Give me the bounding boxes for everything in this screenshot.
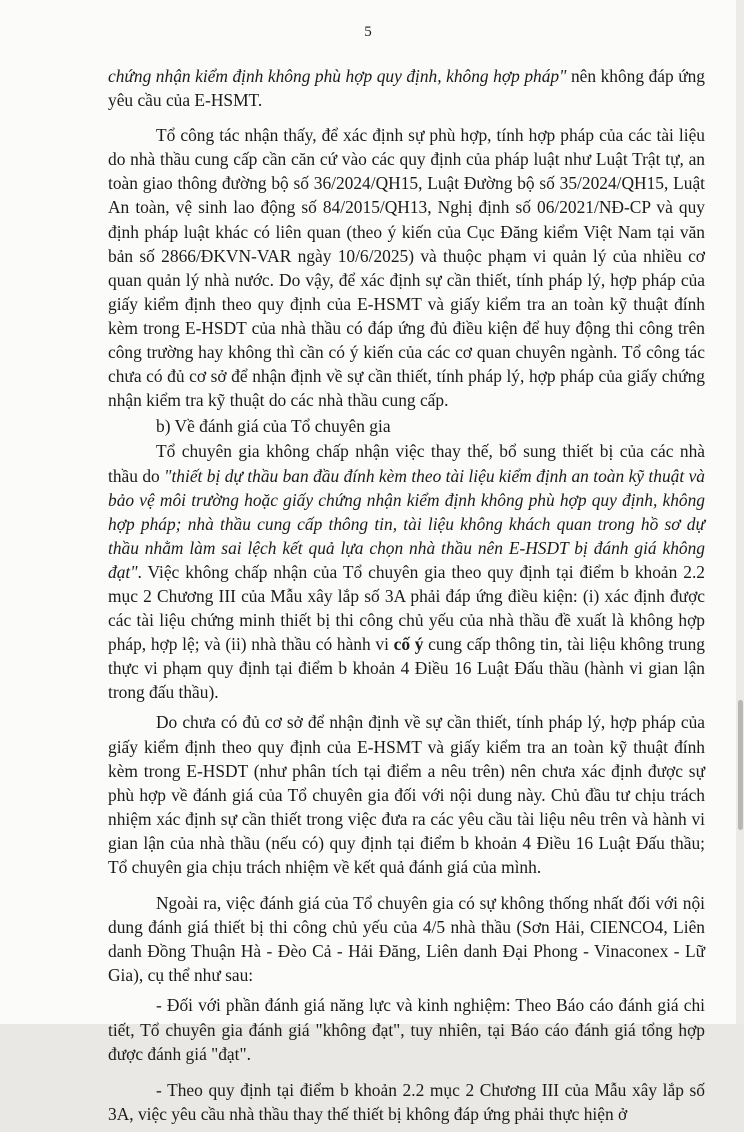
assessment-text-3: cung cấp thông tin, tài liệu không trung thực vi phạm quy định tại điểm b khoản 4 Điều 16 Luật Đấu thầu (hành vi gian lận trong đấu thầu).: [108, 634, 705, 703]
document-body: [108, 64, 705, 1132]
paragraph-insufficient-basis: Do chưa có đủ cơ sở để nhận định về sự cần thiết, tính pháp lý, hợp pháp của giấy kiểm định theo quy định của E-HSMT và giấy kiểm tra an toàn kỹ thuật đính kèm trong E-HSDT (như phân tích tại điểm a nêu trên) nên chưa xác định được sự phù hợp về đánh giá của Tổ chuyên gia đối với nội dung này. Chủ đầu tư chịu trách nhiệm xác định sự cần thiết trong việc đưa ra các yêu cầu tài liệu nêu trên và hành vi gian lận của nhà thầu (nếu có) quy định tại điểm b khoản 4 Điều 16 Luật Đấu thầu; Tổ chuyên gia chịu trách nhiệm về kết quả đánh giá của mình.: [108, 712, 705, 877]
bullet-capability-assessment: - Đối với phần đánh giá năng lực và kinh nghiệm: Theo Báo cáo đánh giá chi tiết, Tổ chuyên gia đánh giá "không đạt", tuy nhiên, tại Báo cáo đánh giá tổng hợp được đánh giá "đạt".: [108, 995, 705, 1064]
italic-quote-end: chứng nhận kiểm định không phù hợp quy định, không hợp pháp": [108, 66, 567, 86]
paragraph-inconsistency: Ngoài ra, việc đánh giá của Tổ chuyên gia có sự không thống nhất đối với nội dung đánh giá thiết bị thi công chủ yếu của 4/5 nhà thầu (Sơn Hải, CIENCO4, Liên danh Đồng Thuận Hà - Đèo Cả - Hải Đăng, Liên danh Đại Phong - Vinaconex - Lữ Gia), cụ thể như sau:: [108, 893, 705, 986]
paragraph-continuation: [108, 64, 705, 112]
scrollbar-thumb[interactable]: [738, 700, 743, 830]
scrollbar-track[interactable]: [736, 0, 744, 1024]
assessment-text-2: . Việc không chấp nhận của Tổ chuyên gia theo quy định tại điểm b khoản 2.2 mục 2 Chương III của Mẫu xây lắp số 3A phải đáp ứng điều kiện: (i) xác định được các tài liệu chứng minh thiết bị thi công chủ yếu của nhà thầu đề xuất là không hợp pháp, hợp lệ; và (ii) nhà thầu có hành vi: [108, 561, 705, 655]
page-number: 5: [364, 24, 372, 40]
bullet-replacement-requirement: - Theo quy định tại điểm b khoản 2.2 mục 2 Chương III của Mẫu xây lắp số 3A, việc yêu cầu nhà thầu thay thế thiết bị không đáp ứng phải thực hiện ở: [108, 1079, 705, 1124]
paragraph-expert-group-assessment: [108, 439, 705, 704]
paragraph-working-group-finding: Tổ công tác nhận thấy, để xác định sự phù hợp, tính hợp pháp của các tài liệu do nhà thầu cung cấp cần căn cứ vào các quy định của pháp luật như Luật Trật tự, an toàn giao thông đường bộ số 36/2024/QH15, Luật Đường bộ số 35/2024/QH15, Luật An toàn, vệ sinh lao động số 84/2015/QH13, Nghị định số 06/2021/NĐ-CP và quy định pháp luật khác có liên quan (theo ý kiến của Cục Đăng kiểm Việt Nam tại văn bản số 2866/ĐKVN-VAR ngày 10/6/2025) và thuộc phạm vi quản lý của nhiều cơ quan quản lý nhà nước. Do vậy, để xác định sự cần thiết, tính pháp lý, hợp pháp của giấy kiểm định theo quy định của E-HSMT và giấy kiểm tra an toàn kỹ thuật đính kèm trong E-HSDT của nhà thầu có đáp ứng đủ điều kiện để huy động thi công trên công trường hay không thì cần có ý kiến của các cơ quan chuyên ngành. Tổ công tác chưa có đủ cơ sở để nhận định về sự cần thiết, tính pháp lý, hợp pháp của giấy chứng nhận kiểm tra kỹ thuật do các nhà thầu cung cấp.: [108, 125, 705, 411]
paragraph-continuation-text: nên không đáp ứng yêu cầu của E-HSMT.: [108, 66, 706, 111]
section-heading-b: b) Về đánh giá của Tổ chuyên gia: [156, 416, 391, 437]
assessment-emphasis: cố ý: [393, 634, 424, 655]
assessment-quote: "thiết bị dự thầu ban đầu đính kèm theo tài liệu kiểm định an toàn kỹ thuật và bảo vệ môi trường hoặc giấy chứng nhận kiểm định không phù hợp quy định, không hợp pháp; nhà thầu cung cấp thông tin, tài liệu không khách quan trong hồ sơ dự thầu nhằm làm sai lệch kết quả lựa chọn nhà thầu nên E-HSDT bị đánh giá không đạt": [108, 465, 706, 582]
assessment-text-1: Tổ chuyên gia không chấp nhận việc thay thế, bổ sung thiết bị của các nhà thầu do: [108, 441, 705, 486]
